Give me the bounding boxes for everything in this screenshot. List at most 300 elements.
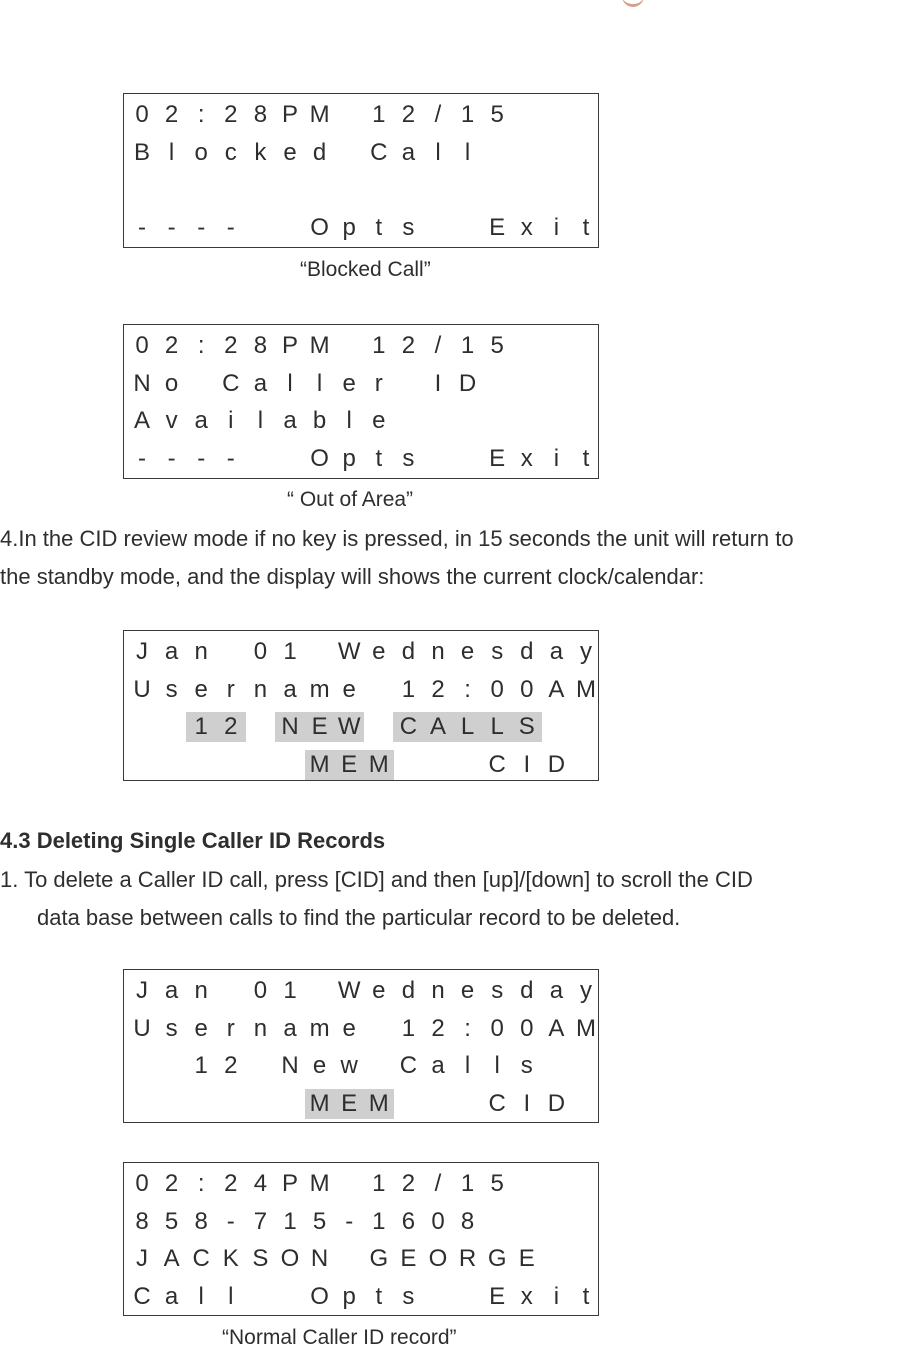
lcd-char: M — [576, 675, 596, 703]
lcd-char: - — [226, 444, 235, 472]
lcd-char: a — [164, 638, 179, 665]
lcd-char — [127, 712, 157, 742]
lcd-char: i — [553, 1282, 560, 1310]
lcd-char: : — [197, 332, 205, 359]
lcd-char: K — [222, 1245, 239, 1272]
lcd-display-normal-record — [123, 1162, 599, 1316]
lcd-char — [245, 1051, 275, 1081]
lcd-char: c — [224, 138, 237, 166]
lcd-char — [245, 213, 275, 243]
lcd-char: 1 — [401, 1014, 416, 1042]
lcd-display-blocked-call — [123, 93, 599, 248]
lcd-row — [124, 637, 598, 673]
lcd-display-standby-new-calls-2 — [123, 969, 599, 1123]
caption-out-of-area: “ Out of Area” — [287, 488, 414, 511]
lcd-char: n — [431, 638, 445, 665]
lcd-char: 2 — [224, 1052, 238, 1079]
lcd-char: P — [281, 1170, 298, 1197]
lcd-char: E — [489, 444, 506, 472]
lcd-char: C — [488, 1089, 506, 1117]
lcd-char: A — [548, 675, 565, 703]
lcd-char: o — [194, 138, 208, 166]
lcd-char: - — [226, 213, 235, 241]
lcd-char: d — [520, 638, 534, 665]
paragraph-review-timeout-line2: the standby mode, and the display will shows the current clock/calendar: — [0, 564, 705, 589]
lcd-char: E — [400, 1245, 417, 1272]
lcd-char: i — [228, 407, 234, 434]
lcd-char: e — [312, 1052, 327, 1079]
lcd-char: / — [434, 1170, 442, 1197]
lcd-char: - — [138, 444, 146, 472]
lcd-char: 2 — [164, 1170, 179, 1197]
lcd-char: l — [494, 1052, 500, 1079]
lcd-char: o — [164, 369, 179, 397]
lcd-char: a — [401, 138, 416, 166]
lcd-char: 8 — [253, 332, 268, 359]
lcd-char: N — [281, 1052, 299, 1079]
lcd-char: M — [305, 750, 335, 780]
lcd-char: 1 — [186, 712, 216, 742]
lcd-char: l — [464, 138, 471, 166]
lcd-char: A — [423, 712, 453, 742]
lcd-char: y — [580, 977, 592, 1004]
lcd-char: J — [136, 638, 148, 665]
lcd-char: B — [133, 138, 150, 166]
lcd-char: l — [464, 1052, 471, 1079]
lcd-char: t — [582, 444, 590, 472]
lcd-char: - — [197, 444, 206, 472]
lcd-char — [245, 1089, 275, 1119]
lcd-char — [305, 976, 335, 1006]
lcd-char: C — [393, 712, 423, 742]
lcd-char: O — [310, 444, 329, 472]
lcd-char — [453, 444, 483, 474]
lcd-char: e — [460, 977, 475, 1004]
lcd-char: C — [222, 369, 240, 397]
lcd-row — [124, 406, 598, 442]
lcd-char: d — [401, 638, 416, 665]
lcd-char: e — [342, 675, 356, 703]
lcd-char — [275, 444, 305, 474]
lcd-char: e — [460, 638, 475, 665]
lcd-char: 5 — [490, 101, 504, 128]
lcd-char: d — [312, 138, 327, 166]
lcd-char — [334, 1244, 364, 1274]
lcd-char: M — [576, 1014, 596, 1042]
lcd-char: v — [165, 407, 178, 434]
lcd-char: l — [198, 1282, 204, 1310]
lcd-row — [124, 331, 598, 367]
lcd-char: E — [305, 712, 335, 742]
lcd-char: N — [133, 369, 151, 397]
lcd-char — [364, 1051, 394, 1081]
lcd-char: 2 — [431, 675, 445, 703]
step-1-line2: data base between calls to find the particular record to be deleted. — [37, 905, 681, 930]
lcd-char — [245, 712, 275, 742]
lcd-char: M — [309, 1170, 330, 1197]
lcd-char — [275, 213, 305, 243]
lcd-char: e — [372, 638, 386, 665]
lcd-char: a — [164, 1282, 179, 1310]
lcd-char — [334, 331, 364, 361]
lcd-char: S — [512, 712, 542, 742]
lcd-char: D — [547, 750, 566, 778]
lcd-char: p — [342, 213, 356, 241]
lcd-char: C — [192, 1245, 210, 1272]
lcd-char: 1 — [283, 1207, 297, 1235]
lcd-char: x — [520, 213, 533, 241]
lcd-char: A — [163, 1245, 180, 1272]
lcd-char: 0 — [253, 977, 268, 1004]
lcd-char: O — [280, 1245, 300, 1272]
lcd-char: e — [342, 369, 356, 397]
lcd-char: I — [523, 750, 531, 778]
lcd-char: a — [164, 977, 179, 1004]
lcd-char: 0 — [490, 675, 504, 703]
lcd-char: O — [310, 1282, 329, 1310]
lcd-char: 7 — [253, 1207, 268, 1235]
caption-blocked-call: “Blocked Call” — [300, 258, 431, 281]
lcd-row — [124, 213, 598, 249]
lcd-char — [186, 750, 216, 780]
lcd-char: 0 — [490, 1014, 504, 1042]
section-heading-deleting-records: 4.3 Deleting Single Caller ID Records — [0, 828, 386, 853]
lcd-char: s — [491, 977, 504, 1004]
lcd-char: s — [402, 213, 415, 241]
lcd-char: 0 — [135, 332, 149, 359]
lcd-char: w — [340, 1052, 358, 1079]
lcd-char: a — [253, 369, 268, 397]
lcd-char: a — [283, 675, 297, 703]
lcd-char: 1 — [460, 1170, 475, 1197]
lcd-char: E — [334, 1089, 364, 1119]
lcd-char: 2 — [164, 101, 179, 128]
lcd-char: d — [520, 977, 534, 1004]
lcd-char — [127, 1089, 157, 1119]
lcd-char: l — [435, 138, 441, 166]
lcd-char: i — [553, 213, 560, 241]
lcd-char — [453, 1089, 483, 1119]
lcd-row — [124, 1282, 598, 1318]
lcd-char: - — [226, 1207, 235, 1235]
lcd-char — [334, 100, 364, 130]
lcd-char: N — [310, 1245, 329, 1272]
lcd-char: b — [312, 407, 327, 434]
lcd-char: P — [281, 332, 298, 359]
lcd-char: O — [428, 1245, 448, 1272]
lcd-char — [275, 750, 305, 780]
lcd-char — [423, 444, 453, 474]
lcd-char: N — [275, 712, 305, 742]
lcd-row — [124, 1089, 598, 1125]
lcd-char: 1 — [460, 332, 475, 359]
lcd-row — [124, 175, 598, 211]
lcd-char: U — [133, 1014, 151, 1042]
lcd-char — [157, 1051, 187, 1081]
lcd-char: p — [342, 1282, 356, 1310]
lcd-char: a — [194, 407, 208, 434]
lcd-char: 2 — [164, 332, 179, 359]
lcd-char: l — [287, 369, 293, 397]
lcd-char: 1 — [372, 101, 386, 128]
caption-normal-record: “Normal Caller ID record” — [222, 1326, 457, 1349]
lcd-char — [157, 712, 187, 742]
lcd-char — [453, 213, 483, 243]
lcd-char — [157, 1089, 187, 1119]
lcd-char: E — [334, 750, 364, 780]
lcd-char: 0 — [253, 638, 268, 665]
lcd-display-out-of-area — [123, 324, 599, 479]
lcd-char: : — [464, 1014, 471, 1042]
lcd-char: M — [309, 101, 330, 128]
lcd-char — [216, 976, 246, 1006]
lcd-char: e — [342, 1014, 356, 1042]
lcd-char: 5 — [490, 1170, 504, 1197]
lcd-char: x — [520, 1282, 533, 1310]
lcd-char: - — [167, 213, 176, 241]
lcd-char: 0 — [520, 675, 534, 703]
lcd-char: a — [283, 407, 297, 434]
lcd-char: k — [254, 138, 267, 166]
lcd-char: 8 — [194, 1207, 208, 1235]
lcd-char: J — [136, 977, 148, 1004]
lcd-char: 2 — [216, 712, 246, 742]
lcd-char: 6 — [401, 1207, 416, 1235]
lcd-char: W — [334, 712, 364, 742]
lcd-char: i — [553, 444, 560, 472]
lcd-row — [124, 138, 598, 174]
lcd-char: l — [168, 138, 175, 166]
lcd-char: E — [489, 1282, 506, 1310]
lcd-char — [423, 750, 453, 780]
lcd-char: 2 — [224, 332, 238, 359]
lcd-char: / — [434, 332, 442, 359]
lcd-char — [393, 369, 423, 399]
lcd-char: 2 — [401, 101, 416, 128]
lcd-char: 1 — [372, 1207, 386, 1235]
lcd-char — [364, 675, 394, 705]
lcd-row — [124, 750, 598, 786]
lcd-char — [364, 1014, 394, 1044]
lcd-char: n — [253, 1014, 268, 1042]
lcd-char: D — [547, 1089, 566, 1117]
lcd-char — [334, 1169, 364, 1199]
lcd-char: r — [226, 1014, 235, 1042]
lcd-row — [124, 675, 598, 711]
lcd-char — [393, 750, 423, 780]
lcd-char: 8 — [253, 101, 268, 128]
lcd-char: 1 — [194, 1052, 208, 1079]
lcd-char: 0 — [135, 1170, 149, 1197]
lcd-char: R — [458, 1245, 477, 1272]
lcd-char — [453, 1282, 483, 1312]
lcd-char — [305, 637, 335, 667]
lcd-char: x — [520, 444, 533, 472]
lcd-row — [124, 1207, 598, 1243]
lcd-char: 2 — [224, 1170, 238, 1197]
lcd-row — [124, 444, 598, 480]
lcd-char: P — [281, 101, 298, 128]
lcd-char: l — [228, 1282, 234, 1310]
lcd-char: 1 — [283, 638, 297, 665]
lcd-row — [124, 712, 598, 748]
step-1-line1: 1. To delete a Caller ID call, press [CID] and then [up]/[down] to scroll the CID — [0, 867, 753, 892]
lcd-char: L — [482, 712, 512, 742]
lcd-char: 2 — [401, 332, 416, 359]
lcd-char: m — [309, 1014, 330, 1042]
lcd-row — [124, 100, 598, 136]
lcd-char: 8 — [135, 1207, 149, 1235]
lcd-char: e — [194, 1014, 208, 1042]
lcd-char: 1 — [372, 332, 386, 359]
lcd-char: t — [582, 213, 590, 241]
lcd-char: G — [487, 1245, 507, 1272]
lcd-char: M — [364, 1089, 394, 1119]
lcd-char: 1 — [372, 1170, 386, 1197]
lcd-char: a — [549, 638, 564, 665]
lcd-char: / — [434, 101, 442, 128]
lcd-char — [245, 1282, 275, 1312]
lcd-char: 2 — [224, 101, 238, 128]
lcd-char — [334, 138, 364, 168]
lcd-char — [423, 213, 453, 243]
paragraph-review-timeout-line1: 4.In the CID review mode if no key is pressed, in 15 seconds the unit will return to — [0, 526, 794, 551]
lcd-char: s — [165, 675, 178, 703]
lcd-char: 1 — [460, 101, 475, 128]
lcd-char: e — [194, 675, 208, 703]
lcd-char: a — [431, 1052, 445, 1079]
lcd-char: - — [138, 213, 146, 241]
lcd-char: e — [372, 407, 386, 434]
lcd-char: C — [133, 1282, 151, 1310]
lcd-char: 0 — [520, 1014, 534, 1042]
decorative-mark — [622, 0, 644, 7]
lcd-char: m — [309, 675, 330, 703]
lcd-char: y — [580, 638, 592, 665]
lcd-char — [216, 1089, 246, 1119]
lcd-char — [216, 750, 246, 780]
lcd-char: M — [364, 750, 394, 780]
lcd-char: : — [197, 101, 205, 128]
lcd-char: l — [316, 369, 323, 397]
lcd-char — [186, 369, 216, 399]
lcd-char — [453, 750, 483, 780]
lcd-row — [124, 1014, 598, 1050]
lcd-char — [245, 750, 275, 780]
lcd-char: 8 — [460, 1207, 475, 1235]
lcd-char: 0 — [135, 101, 149, 128]
lcd-char: l — [257, 407, 264, 434]
lcd-row — [124, 1169, 598, 1205]
lcd-char: C — [488, 750, 506, 778]
lcd-char: t — [582, 1282, 590, 1310]
lcd-char: M — [305, 1089, 335, 1119]
lcd-row — [124, 976, 598, 1012]
lcd-display-standby-new-calls — [123, 630, 599, 781]
lcd-char — [216, 637, 246, 667]
lcd-char: 5 — [490, 332, 504, 359]
lcd-char: I — [523, 1089, 531, 1117]
lcd-char: p — [342, 444, 356, 472]
lcd-char: 1 — [283, 977, 297, 1004]
lcd-char: t — [375, 1282, 383, 1310]
lcd-char: : — [464, 675, 471, 703]
lcd-char: - — [167, 444, 176, 472]
lcd-char: 0 — [431, 1207, 445, 1235]
lcd-char: a — [283, 1014, 297, 1042]
lcd-char: r — [226, 675, 235, 703]
lcd-char: e — [283, 138, 297, 166]
lcd-char: L — [453, 712, 483, 742]
lcd-char: W — [337, 638, 361, 665]
lcd-char: s — [402, 1282, 415, 1310]
lcd-char — [245, 444, 275, 474]
lcd-char: - — [197, 213, 206, 241]
lcd-row — [124, 1244, 598, 1280]
lcd-char — [275, 1282, 305, 1312]
lcd-char: E — [489, 213, 506, 241]
lcd-char: d — [401, 977, 416, 1004]
lcd-char: s — [165, 1014, 178, 1042]
lcd-char: - — [345, 1207, 354, 1235]
lcd-char — [275, 1089, 305, 1119]
lcd-row — [124, 1051, 598, 1087]
lcd-char: 4 — [253, 1170, 268, 1197]
lcd-char: e — [372, 977, 386, 1004]
lcd-char: J — [136, 1245, 148, 1272]
lcd-char: U — [133, 675, 151, 703]
lcd-char: A — [548, 1014, 565, 1042]
lcd-char: 5 — [164, 1207, 179, 1235]
lcd-char: n — [431, 977, 445, 1004]
lcd-char: r — [374, 369, 383, 397]
lcd-char: t — [375, 444, 383, 472]
lcd-char: W — [337, 977, 361, 1004]
lcd-char: 2 — [431, 1014, 445, 1042]
lcd-char — [186, 1089, 216, 1119]
lcd-char: S — [252, 1245, 269, 1272]
lcd-char: A — [133, 407, 150, 434]
lcd-char: E — [518, 1245, 535, 1272]
lcd-char — [364, 712, 394, 742]
lcd-row — [124, 369, 598, 405]
lcd-char: a — [549, 977, 564, 1004]
lcd-char: 5 — [312, 1207, 327, 1235]
lcd-char: s — [402, 444, 415, 472]
lcd-char: 2 — [401, 1170, 416, 1197]
lcd-char — [157, 750, 187, 780]
lcd-char: I — [434, 369, 442, 397]
lcd-char: t — [375, 213, 383, 241]
lcd-char — [423, 1089, 453, 1119]
lcd-char: n — [253, 675, 268, 703]
lcd-char — [127, 750, 157, 780]
lcd-char — [127, 1051, 157, 1081]
lcd-char: D — [458, 369, 477, 397]
lcd-char: O — [310, 213, 329, 241]
lcd-char: n — [194, 977, 208, 1004]
lcd-char: s — [491, 638, 504, 665]
lcd-char: G — [369, 1245, 389, 1272]
lcd-char: l — [346, 407, 352, 434]
lcd-char — [423, 1282, 453, 1312]
lcd-char: : — [197, 1170, 205, 1197]
lcd-char: C — [370, 138, 388, 166]
lcd-char: n — [194, 638, 208, 665]
lcd-char: 1 — [401, 675, 416, 703]
lcd-char: M — [309, 332, 330, 359]
lcd-char — [393, 1089, 423, 1119]
